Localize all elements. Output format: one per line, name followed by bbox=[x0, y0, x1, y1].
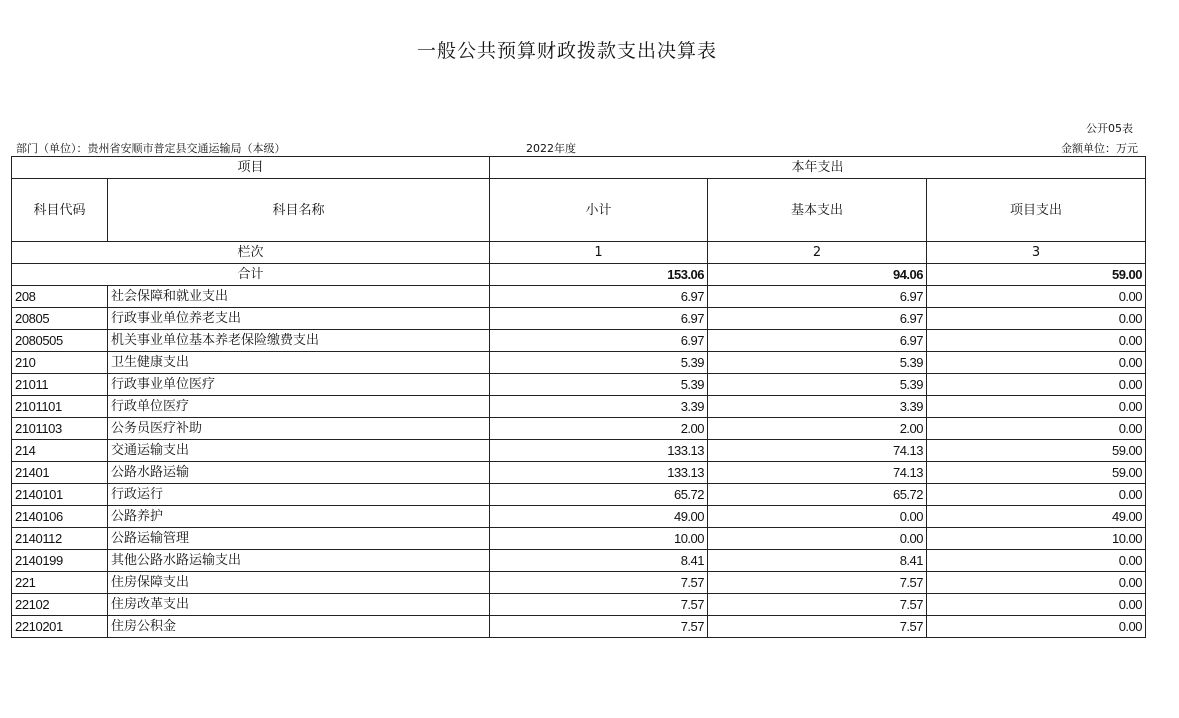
cell-project: 0.00 bbox=[927, 616, 1146, 638]
total-label: 合计 bbox=[12, 264, 490, 286]
cell-project: 59.00 bbox=[927, 462, 1146, 484]
cell-basic: 8.41 bbox=[708, 550, 927, 572]
table-row bbox=[12, 286, 1146, 308]
cell-subtotal: 133.13 bbox=[490, 462, 708, 484]
cell-project: 0.00 bbox=[927, 594, 1146, 616]
cell-subtotal: 65.72 bbox=[490, 484, 708, 506]
cell-name: 行政事业单位医疗 bbox=[108, 374, 490, 396]
table-row bbox=[12, 594, 1146, 616]
cell-subtotal: 2.00 bbox=[490, 418, 708, 440]
table-row bbox=[12, 462, 1146, 484]
department-label: 部门（单位）：贵州省安顺市普定县交通运输局（本级） bbox=[16, 142, 286, 155]
header-row-1 bbox=[12, 157, 1146, 179]
header-code: 科目代码 bbox=[12, 179, 108, 242]
cell-code: 2101103 bbox=[12, 418, 108, 440]
cell-name: 交通运输支出 bbox=[108, 440, 490, 462]
cell-code: 214 bbox=[12, 440, 108, 462]
cell-basic: 6.97 bbox=[708, 308, 927, 330]
cell-name: 住房保障支出 bbox=[108, 572, 490, 594]
table-row bbox=[12, 418, 1146, 440]
cell-subtotal: 49.00 bbox=[490, 506, 708, 528]
cell-name: 公路水路运输 bbox=[108, 462, 490, 484]
cell-subtotal: 6.97 bbox=[490, 308, 708, 330]
cell-basic: 74.13 bbox=[708, 440, 927, 462]
cell-basic: 5.39 bbox=[708, 352, 927, 374]
header-project: 项目支出 bbox=[927, 179, 1146, 242]
cell-code: 2140199 bbox=[12, 550, 108, 572]
document-title: 一般公共预算财政拨款支出决算表 bbox=[416, 40, 717, 62]
table-row bbox=[12, 374, 1146, 396]
table-row bbox=[12, 396, 1146, 418]
total-project: 59.00 bbox=[927, 264, 1146, 286]
cell-code: 21401 bbox=[12, 462, 108, 484]
cell-subtotal: 3.39 bbox=[490, 396, 708, 418]
cell-basic: 65.72 bbox=[708, 484, 927, 506]
total-basic: 94.06 bbox=[708, 264, 927, 286]
amount-unit: 金额单位：万元 bbox=[1061, 142, 1138, 155]
cell-name: 行政运行 bbox=[108, 484, 490, 506]
cell-subtotal: 133.13 bbox=[490, 440, 708, 462]
header-row-2 bbox=[12, 179, 1146, 242]
table-row bbox=[12, 528, 1146, 550]
cell-basic: 0.00 bbox=[708, 506, 927, 528]
cell-code: 221 bbox=[12, 572, 108, 594]
cell-name: 行政事业单位养老支出 bbox=[108, 308, 490, 330]
header-name: 科目名称 bbox=[108, 179, 490, 242]
column-index-1: 1 bbox=[490, 242, 708, 264]
cell-project: 0.00 bbox=[927, 330, 1146, 352]
total-row bbox=[12, 264, 1146, 286]
cell-code: 21011 bbox=[12, 374, 108, 396]
cell-name: 住房改革支出 bbox=[108, 594, 490, 616]
cell-project: 0.00 bbox=[927, 572, 1146, 594]
table-row bbox=[12, 484, 1146, 506]
cell-basic: 2.00 bbox=[708, 418, 927, 440]
cell-code: 2210201 bbox=[12, 616, 108, 638]
cell-name: 社会保障和就业支出 bbox=[108, 286, 490, 308]
column-index-row bbox=[12, 242, 1146, 264]
cell-basic: 74.13 bbox=[708, 462, 927, 484]
cell-basic: 7.57 bbox=[708, 594, 927, 616]
cell-subtotal: 5.39 bbox=[490, 352, 708, 374]
cell-project: 0.00 bbox=[927, 286, 1146, 308]
cell-subtotal: 10.00 bbox=[490, 528, 708, 550]
cell-name: 卫生健康支出 bbox=[108, 352, 490, 374]
table-row bbox=[12, 572, 1146, 594]
cell-name: 其他公路水路运输支出 bbox=[108, 550, 490, 572]
cell-name: 住房公积金 bbox=[108, 616, 490, 638]
cell-project: 0.00 bbox=[927, 484, 1146, 506]
cell-code: 208 bbox=[12, 286, 108, 308]
cell-project: 59.00 bbox=[927, 440, 1146, 462]
cell-name: 机关事业单位基本养老保险缴费支出 bbox=[108, 330, 490, 352]
cell-name: 公路运输管理 bbox=[108, 528, 490, 550]
cell-code: 2140112 bbox=[12, 528, 108, 550]
expense-table bbox=[11, 156, 1146, 638]
cell-basic: 5.39 bbox=[708, 374, 927, 396]
cell-code: 2140106 bbox=[12, 506, 108, 528]
cell-project: 0.00 bbox=[927, 550, 1146, 572]
cell-project: 0.00 bbox=[927, 352, 1146, 374]
table-row bbox=[12, 550, 1146, 572]
cell-name: 公务员医疗补助 bbox=[108, 418, 490, 440]
cell-basic: 7.57 bbox=[708, 616, 927, 638]
header-basic: 基本支出 bbox=[708, 179, 927, 242]
cell-basic: 0.00 bbox=[708, 528, 927, 550]
table-row bbox=[12, 440, 1146, 462]
table-row bbox=[12, 330, 1146, 352]
cell-subtotal: 8.41 bbox=[490, 550, 708, 572]
column-index-2: 2 bbox=[708, 242, 927, 264]
cell-code: 22102 bbox=[12, 594, 108, 616]
cell-project: 0.00 bbox=[927, 374, 1146, 396]
total-subtotal: 153.06 bbox=[490, 264, 708, 286]
cell-subtotal: 6.97 bbox=[490, 286, 708, 308]
table-row bbox=[12, 506, 1146, 528]
cell-subtotal: 7.57 bbox=[490, 572, 708, 594]
cell-project: 0.00 bbox=[927, 396, 1146, 418]
cell-project: 0.00 bbox=[927, 418, 1146, 440]
cell-name: 行政单位医疗 bbox=[108, 396, 490, 418]
table-row bbox=[12, 352, 1146, 374]
header-item: 项目 bbox=[12, 157, 490, 179]
meta-row bbox=[14, 140, 1138, 154]
cell-project: 49.00 bbox=[927, 506, 1146, 528]
cell-basic: 6.97 bbox=[708, 330, 927, 352]
cell-name: 公路养护 bbox=[108, 506, 490, 528]
cell-subtotal: 7.57 bbox=[490, 616, 708, 638]
cell-subtotal: 7.57 bbox=[490, 594, 708, 616]
cell-code: 2140101 bbox=[12, 484, 108, 506]
column-index-label: 栏次 bbox=[12, 242, 490, 264]
cell-code: 210 bbox=[12, 352, 108, 374]
cell-code: 20805 bbox=[12, 308, 108, 330]
cell-project: 0.00 bbox=[927, 308, 1146, 330]
cell-subtotal: 5.39 bbox=[490, 374, 708, 396]
cell-basic: 3.39 bbox=[708, 396, 927, 418]
header-subtotal: 小计 bbox=[490, 179, 708, 242]
cell-subtotal: 6.97 bbox=[490, 330, 708, 352]
column-index-3: 3 bbox=[927, 242, 1146, 264]
cell-project: 10.00 bbox=[927, 528, 1146, 550]
form-code: 公开05表 bbox=[1086, 122, 1133, 135]
table-row bbox=[12, 616, 1146, 638]
cell-code: 2080505 bbox=[12, 330, 108, 352]
cell-code: 2101101 bbox=[12, 396, 108, 418]
cell-basic: 6.97 bbox=[708, 286, 927, 308]
header-current-year-expense: 本年支出 bbox=[490, 157, 1146, 179]
cell-basic: 7.57 bbox=[708, 572, 927, 594]
table-row bbox=[12, 308, 1146, 330]
fiscal-year: 2022年度 bbox=[526, 142, 576, 155]
